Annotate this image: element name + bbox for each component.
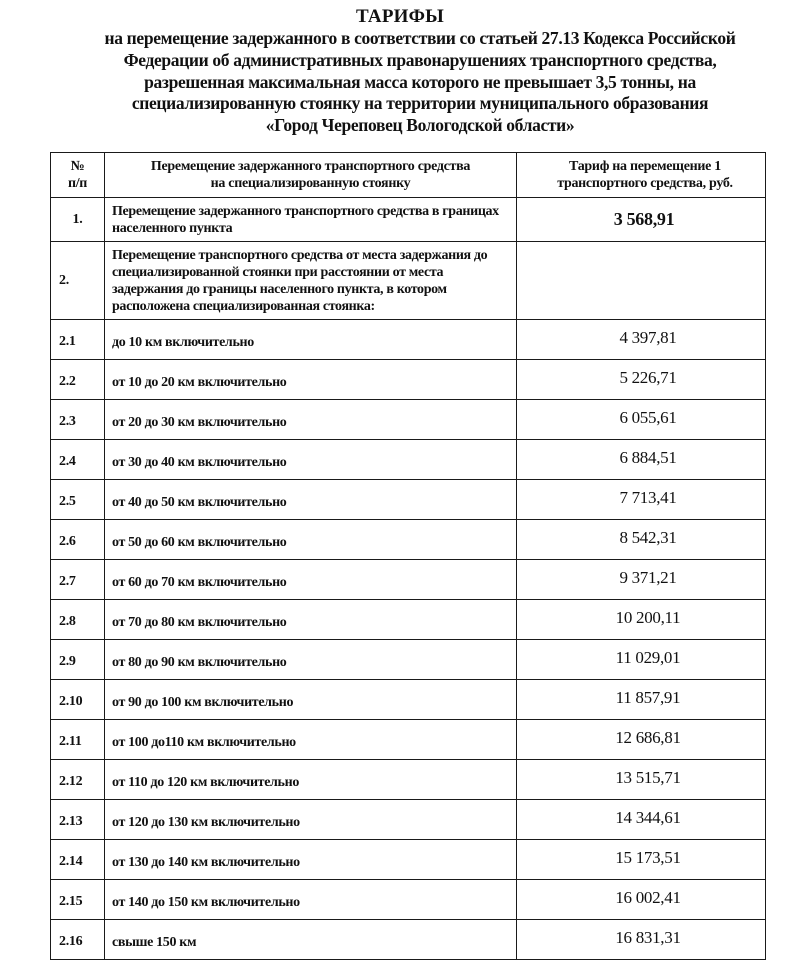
- row-tariff: 10 200,11: [517, 600, 766, 640]
- row-number: 2.16: [51, 920, 105, 960]
- table-row: [51, 720, 766, 760]
- row-description: Перемещение транспортного средства от места задержания до специализированной стоянки при расстоянии от места задержания до границы населенного пункта, в котором расположена специализированная стоянка:: [105, 242, 517, 320]
- table-row: [51, 760, 766, 800]
- row-tariff: 12 686,81: [517, 720, 766, 760]
- header-number: [51, 153, 105, 198]
- row-number: 2.13: [51, 800, 105, 840]
- row-description: от 50 до 60 км включительно: [105, 520, 517, 560]
- row-number: 2.10: [51, 680, 105, 720]
- row-description: от 10 до 20 км включительно: [105, 360, 517, 400]
- table-row: [51, 440, 766, 480]
- table-row: [51, 560, 766, 600]
- header-number-line2: п/п: [67, 176, 88, 191]
- row-description: до 10 км включительно: [105, 320, 517, 360]
- row-tariff: 16 831,31: [517, 920, 766, 960]
- document-subtitle: [0, 28, 800, 137]
- table-row: [51, 920, 766, 960]
- row-number: 2.5: [51, 480, 105, 520]
- row-number: 2.12: [51, 760, 105, 800]
- row-tariff: 7 713,41: [517, 480, 766, 520]
- row-tariff: 9 371,21: [517, 560, 766, 600]
- row-number: 2.: [51, 242, 105, 320]
- row-description: от 20 до 30 км включительно: [105, 400, 517, 440]
- table-row: [51, 800, 766, 840]
- row-tariff: 13 515,71: [517, 760, 766, 800]
- row-tariff: 5 226,71: [517, 360, 766, 400]
- table-row: [51, 320, 766, 360]
- row-description: от 30 до 40 км включительно: [105, 440, 517, 480]
- row-description: от 40 до 50 км включительно: [105, 480, 517, 520]
- row-tariff: [517, 242, 766, 320]
- row-description: свыше 150 км: [105, 920, 517, 960]
- row-tariff: 14 344,61: [517, 800, 766, 840]
- header-tariff: Тариф на перемещение 1 транспортного средства, руб.: [517, 153, 766, 198]
- row-description: Перемещение задержанного транспортного средства в границах населенного пункта: [105, 198, 517, 242]
- row-number: 2.3: [51, 400, 105, 440]
- row-description: от 80 до 90 км включительно: [105, 640, 517, 680]
- row-tariff: 15 173,51: [517, 840, 766, 880]
- row-tariff: 3 568,91: [517, 198, 766, 242]
- subtitle-line: «Город Череповец Вологодской области»: [265, 115, 575, 136]
- row-number: 2.15: [51, 880, 105, 920]
- row-description: от 110 до 120 км включительно: [105, 760, 517, 800]
- header-description: Перемещение задержанного транспортного средства на специализированную стоянку: [105, 153, 517, 198]
- row-tariff: 4 397,81: [517, 320, 766, 360]
- row-number: 2.9: [51, 640, 105, 680]
- table-row: [51, 480, 766, 520]
- row-number: 2.1: [51, 320, 105, 360]
- row-tariff: 16 002,41: [517, 880, 766, 920]
- row-description: от 130 до 140 км включительно: [105, 840, 517, 880]
- row-number: 2.8: [51, 600, 105, 640]
- row-number: 2.6: [51, 520, 105, 560]
- row-tariff: 11 857,91: [517, 680, 766, 720]
- row-number: 1.: [51, 198, 105, 242]
- table-row: [51, 400, 766, 440]
- row-description: от 120 до 130 км включительно: [105, 800, 517, 840]
- row-description: от 90 до 100 км включительно: [105, 680, 517, 720]
- table-row: [51, 680, 766, 720]
- table-row: [51, 640, 766, 680]
- row-number: 2.2: [51, 360, 105, 400]
- row-description: от 60 до 70 км включительно: [105, 560, 517, 600]
- subtitle-line: специализированную стоянку на территории муниципального образования: [131, 93, 709, 114]
- row-number: 2.7: [51, 560, 105, 600]
- table-row: [51, 520, 766, 560]
- table-row: [51, 880, 766, 920]
- table-row: [51, 242, 766, 320]
- subtitle-line: разрешенная максимальная масса которого не превышает 3,5 тонны, на: [144, 71, 696, 92]
- subtitle-line: Федерации об административных правонарушениях транспортного средства,: [123, 49, 717, 70]
- table-row: [51, 600, 766, 640]
- table-row: [51, 198, 766, 242]
- document-title-block: [0, 6, 800, 137]
- row-tariff: 6 055,61: [517, 400, 766, 440]
- header-number-line1: №: [70, 159, 85, 174]
- row-description: от 140 до 150 км включительно: [105, 880, 517, 920]
- row-number: 2.11: [51, 720, 105, 760]
- row-tariff: 8 542,31: [517, 520, 766, 560]
- table-row: [51, 360, 766, 400]
- row-tariff: 6 884,51: [517, 440, 766, 480]
- table-header-row: [51, 153, 766, 198]
- row-description: от 70 до 80 км включительно: [105, 600, 517, 640]
- row-description: от 100 до110 км включительно: [105, 720, 517, 760]
- row-tariff: 11 029,01: [517, 640, 766, 680]
- row-number: 2.14: [51, 840, 105, 880]
- tariffs-table: [50, 152, 766, 960]
- subtitle-line: на перемещение задержанного в соответствии со статьей 27.13 Кодекса Российской: [104, 28, 736, 48]
- row-number: 2.4: [51, 440, 105, 480]
- table-row: [51, 840, 766, 880]
- document-title: ТАРИФЫ: [355, 6, 444, 27]
